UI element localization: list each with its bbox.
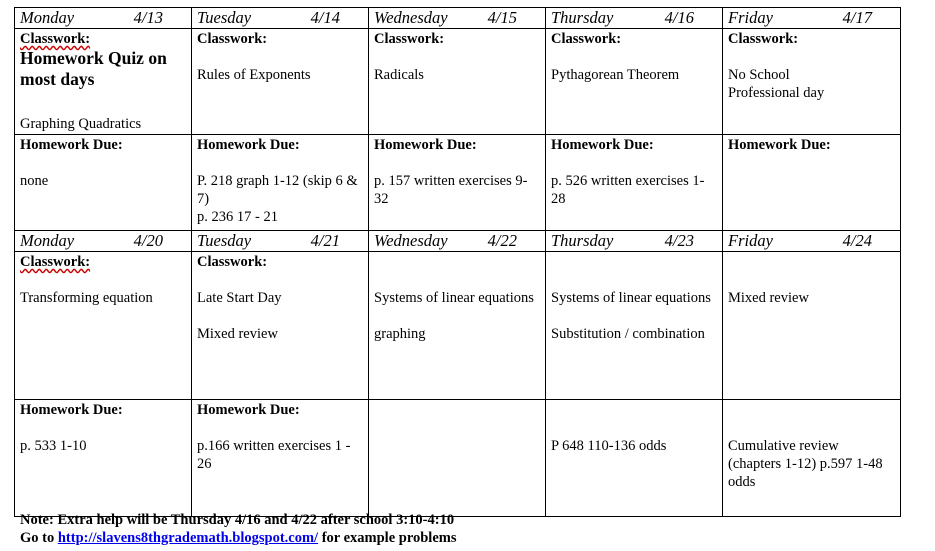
day-name: Wednesday [374,231,448,250]
day-name: Friday [728,231,773,250]
homework-cell [369,400,546,517]
homework-label: Homework Due: [20,402,123,418]
classwork-cell [723,252,901,400]
classwork-item: Radicals [374,67,424,83]
classwork-label: Classwork: [20,254,91,270]
classwork-label: Classwork: [197,31,268,47]
day-header-cell [369,8,546,29]
day-header-cell [15,8,192,29]
classwork-label: Classwork: [374,31,445,47]
homework-cell [723,400,901,517]
classwork-item: Mixed review [197,326,278,342]
classwork-item: graphing [374,326,426,342]
day-date: 4/22 [487,231,517,250]
day-date: 4/16 [664,8,694,27]
day-name: Monday [20,231,75,250]
classwork-item: Graphing Quadratics [20,116,142,132]
day-header-cell [192,231,369,252]
homework-label: Homework Due: [20,137,123,153]
homework-item: p. 526 written exercises 1-28 [551,173,705,207]
homework-label: Homework Due: [551,137,654,153]
day-name: Thursday [551,8,614,27]
day-header-cell [15,231,192,252]
homework-cell [15,400,192,517]
day-name: Tuesday [197,8,252,27]
day-name: Friday [728,8,773,27]
day-name: Thursday [551,231,614,250]
homework-label: Homework Due: [728,137,831,153]
extra-help-note: Note: Extra help will be Thursday 4/16 and 4/22 after school 3:10-4:10 [20,512,455,528]
homework-item: p. 533 1-10 [20,438,87,454]
day-header-cell [723,231,901,252]
classwork-cell [192,29,369,135]
day-header-cell [192,8,369,29]
classwork-item: No School [728,67,790,83]
classwork-item: Pythagorean Theorem [551,67,680,83]
day-name: Tuesday [197,231,252,250]
classwork-item: Late Start Day [197,290,282,306]
day-header-cell [546,231,723,252]
homework-label: Homework Due: [197,137,300,153]
homework-cell [546,400,723,517]
day-name: Monday [20,8,75,27]
classwork-cell [546,252,723,400]
homework-item: p.166 written exercises 1 - 26 [197,438,351,472]
goto-suffix: for example problems [318,530,457,546]
day-date: 4/17 [842,8,872,27]
homework-item: Cumulative review (chapters 1-12) p.597 1-48 odds [728,438,883,490]
week2-classwork-row [15,252,901,400]
week2-homework-row [15,400,901,517]
homework-label: Homework Due: [197,402,300,418]
homework-cell [723,135,901,231]
day-header-cell [546,8,723,29]
example-problems-note [20,530,457,547]
homework-cell [15,135,192,231]
classwork-cell [192,252,369,400]
week1-homework-row [15,135,901,231]
classwork-cell [369,29,546,135]
classwork-item: Rules of Exponents [197,67,311,83]
blog-link[interactable]: http://slavens8thgrademath.blogspot.com/ [57,530,319,546]
classwork-cell [546,29,723,135]
homework-cell [192,400,369,517]
day-name: Wednesday [374,8,448,27]
homework-cell [546,135,723,231]
day-date: 4/23 [664,231,694,250]
homework-item: p. 157 written exercises 9-32 [374,173,528,207]
classwork-label: Classwork: [728,31,799,47]
classwork-item: Systems of linear equations [374,290,534,306]
homework-label: Homework Due: [374,137,477,153]
classwork-cell [15,29,192,135]
day-date: 4/24 [842,231,872,250]
goto-prefix: Go to [20,530,58,546]
classwork-item: Mixed review [728,290,809,306]
classwork-item: Transforming equation [20,290,153,306]
week1-day-row [15,8,901,29]
day-header-cell [723,8,901,29]
day-date: 4/15 [487,8,517,27]
classwork-item: Professional day [728,85,825,101]
classwork-item: Substitution / combination [551,326,705,342]
classwork-cell [723,29,901,135]
day-date: 4/13 [133,8,163,27]
classwork-cell [369,252,546,400]
schedule-table [14,7,901,517]
homework-cell [369,135,546,231]
classwork-label: Classwork: [197,254,268,270]
week1-classwork-row [15,29,901,135]
day-date: 4/20 [133,231,163,250]
classwork-cell [15,252,192,400]
classwork-item: Systems of linear equations [551,290,711,306]
homework-item: P. 218 graph 1-12 (skip 6 & 7) [197,173,358,207]
day-date: 4/14 [310,8,340,27]
homework-item: p. 236 17 - 21 [197,209,278,225]
day-header-cell [369,231,546,252]
classwork-label: Classwork: [551,31,622,47]
homework-item: none [20,173,49,189]
homework-item: P 648 110-136 odds [551,438,667,454]
homework-quiz-note: Homework Quiz on most days [20,48,167,89]
week2-day-row [15,231,901,252]
day-date: 4/21 [310,231,340,250]
homework-cell [192,135,369,231]
classwork-label: Classwork: [20,31,91,47]
